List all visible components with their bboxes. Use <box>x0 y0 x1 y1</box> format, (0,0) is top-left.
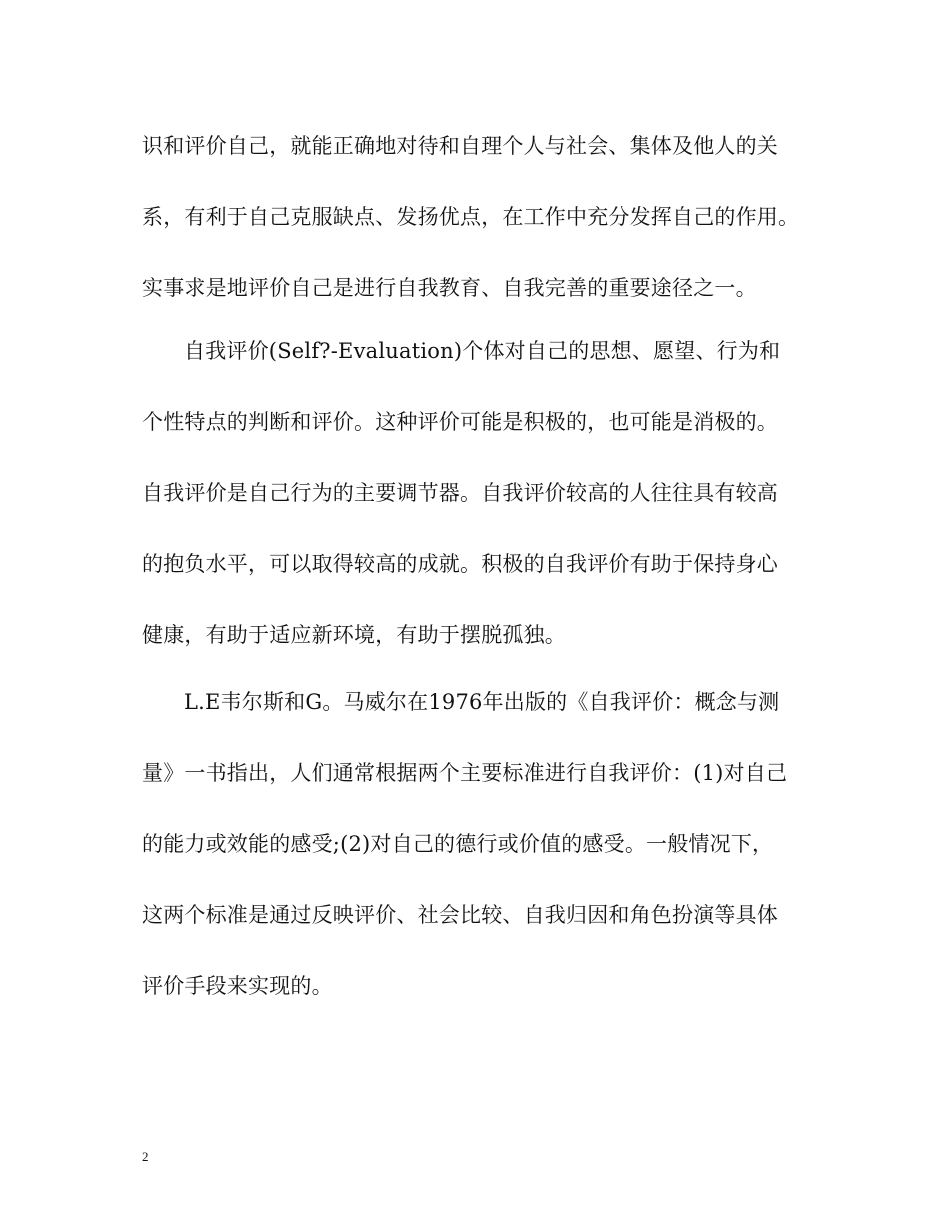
text-line: 自我评价是自己行为的主要调节器。自我评价较高的人往往具有较高 <box>142 481 778 505</box>
text-line: 系，有利于自己克服缺点、发扬优点，在工作中充分发挥自己的作用。 <box>142 205 800 229</box>
paragraph-start-line: L.E韦尔斯和G。马威尔在1976年出版的《自我评价：概念与测 <box>184 690 780 714</box>
text-line: 个性特点的判断和评价。这种评价可能是积极的，也可能是消极的。 <box>142 410 778 434</box>
page-number: 2 <box>142 1149 149 1164</box>
text-line: 量》一书指出，人们通常根据两个主要标准进行自我评价：(1)对自己 <box>142 761 788 785</box>
text-line: 评价手段来实现的。 <box>142 974 333 998</box>
paragraph-start-line: 自我评价(Self?-Evaluation)个体对自己的思想、愿望、行为和 <box>184 339 781 363</box>
text-line: 的抱负水平，可以取得较高的成就。积极的自我评价有助于保持身心 <box>142 552 778 576</box>
text-line: 这两个标准是通过反映评价、社会比较、自我归因和角色扮演等具体 <box>142 903 778 927</box>
text-line: 健康，有助于适应新环境，有助于摆脱孤独。 <box>142 623 566 647</box>
text-line: 实事求是地评价自己是进行自我教育、自我完善的重要途径之一。 <box>142 276 757 300</box>
text-line: 识和评价自己，就能正确地对待和自理个人与社会、集体及他人的关 <box>142 134 778 158</box>
text-line: 的能力或效能的感受;(2)对自己的德行或价值的感受。一般情况下， <box>142 832 774 856</box>
